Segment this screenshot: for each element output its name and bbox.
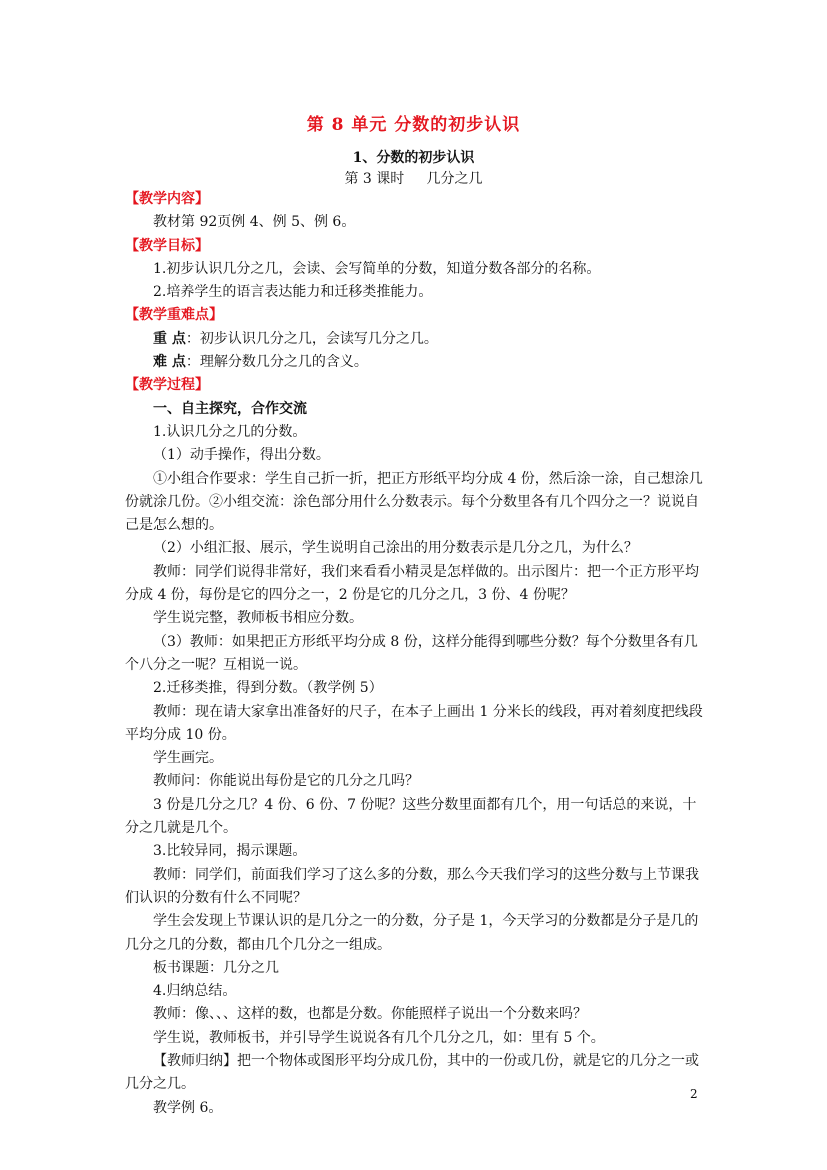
key-point-label: 重 点 xyxy=(153,330,186,347)
paragraph: 教师：同学们说得非常好，我们来看看小精灵是怎样做的。出示图片：把一个正方形平均分成 4 份，每份是它的四分之一，2 份是它的几分之几，3 份、4 份呢？ xyxy=(125,563,699,604)
paragraph: 教师：现在请大家拿出准备好的尺子，在本子上画出 1 分米长的线段，再对着刻度把线段平均分成 10 份。 xyxy=(125,703,703,743)
teacher-summary xyxy=(125,1050,708,1097)
paragraph: 学生会发现上节课认识的是几分之一的分数，分子是 1，今天学习的分数都是分子是几的几分之几的分数，都由几个几分之一组成。 xyxy=(125,913,699,953)
paragraph: 4.归纳总结。 xyxy=(153,983,237,1000)
paragraph: 1.认识几分之几的分数。 xyxy=(153,423,307,440)
paragraph: 学生画完。 xyxy=(153,750,223,767)
paragraph: 3 份是几分之几？4 份、6 份、7 份呢？这些分数里面都有几个，用一句话总的来说，十分之几就是几个。 xyxy=(125,796,697,837)
teacher-summary-text: 把一个物体或图形平均分成几份，其中的一份或几份，就是它的几分之一或几分之几。 xyxy=(125,1052,699,1093)
paragraph: （1）动手操作，得出分数。 xyxy=(153,447,330,464)
document-body xyxy=(125,188,708,1120)
paragraph: （2）小组汇报、展示，学生说明自己涂出的用分数表示是几分之几，为什么？ xyxy=(153,540,638,557)
paragraph: 板书课题：几分之几 xyxy=(153,959,279,976)
difficult-point xyxy=(125,351,708,374)
goal-2: 2.培养学生的语言表达能力和迁移类推能力。 xyxy=(153,284,433,301)
unit-title: 第 8 单元 分数的初步认识 xyxy=(306,115,521,135)
paragraph: 学生说，教师板书，并引导学生说说各有几个几分之几，如：里有 5 个。 xyxy=(153,1029,605,1046)
paragraph: 教师：像、、、这样的数，也都是分数。你能照样子说出一个分数来吗？ xyxy=(153,1006,587,1023)
paragraph: （3）教师：如果把正方形纸平均分成 8 份，这样分能得到哪些分数？每个分数里各有几个八分之一呢？互相说一说。 xyxy=(125,633,698,673)
section-title: 1、分数的初步认识 xyxy=(352,150,475,166)
heading-teaching-goals: 【教学目标】 xyxy=(125,237,209,254)
teacher-summary-label: 【教师归纳】 xyxy=(153,1052,237,1069)
difficult-point-label: 难 点 xyxy=(153,354,186,371)
heading-teaching-process: 【教学过程】 xyxy=(125,377,209,394)
paragraph: 教师问：你能说出每份是它的几分之几吗？ xyxy=(153,773,419,790)
paragraph: 3.比较异同，揭示课题。 xyxy=(153,843,307,860)
key-point xyxy=(125,328,708,351)
difficult-point-text: ：理解分数几分之几的含义。 xyxy=(185,354,368,371)
paragraph: 教师：同学们，前面我们学习了这么多的分数，那么今天我们学习的这些分数与上节课我们认识的分数有什么不同呢？ xyxy=(125,866,699,906)
paragraph: 2.迁移类推，得到分数。（教学例 5） xyxy=(153,680,383,697)
paragraph: ①小组合作要求：学生自己折一折，把正方形纸平均分成 4 份，然后涂一涂，自己想涂几份就涂几份。②小组交流：涂色部分用什么分数表示。每个分数里各有几个四分之一？说说自己是怎么想的。 xyxy=(125,470,703,534)
heading-key-points: 【教学重难点】 xyxy=(125,307,223,324)
key-point-text: ：初步认识几分之几，会读写几分之几。 xyxy=(185,330,438,347)
process-section-heading: 一、自主探究，合作交流 xyxy=(153,400,307,417)
goal-1: 1.初步认识几分之几，会读、会写简单的分数，知道分数各部分的名称。 xyxy=(153,260,601,277)
content-text: 教材第 92页例 4、例 5、例 6。 xyxy=(153,214,356,231)
paragraph: 学生说完整，教师板书相应分数。 xyxy=(153,610,363,627)
lesson-line: 第 3 课时 几分之几 xyxy=(344,171,483,187)
paragraph: 教学例 6。 xyxy=(153,1099,223,1116)
heading-teaching-content: 【教学内容】 xyxy=(125,191,209,207)
page-number: 2 xyxy=(690,1087,698,1101)
